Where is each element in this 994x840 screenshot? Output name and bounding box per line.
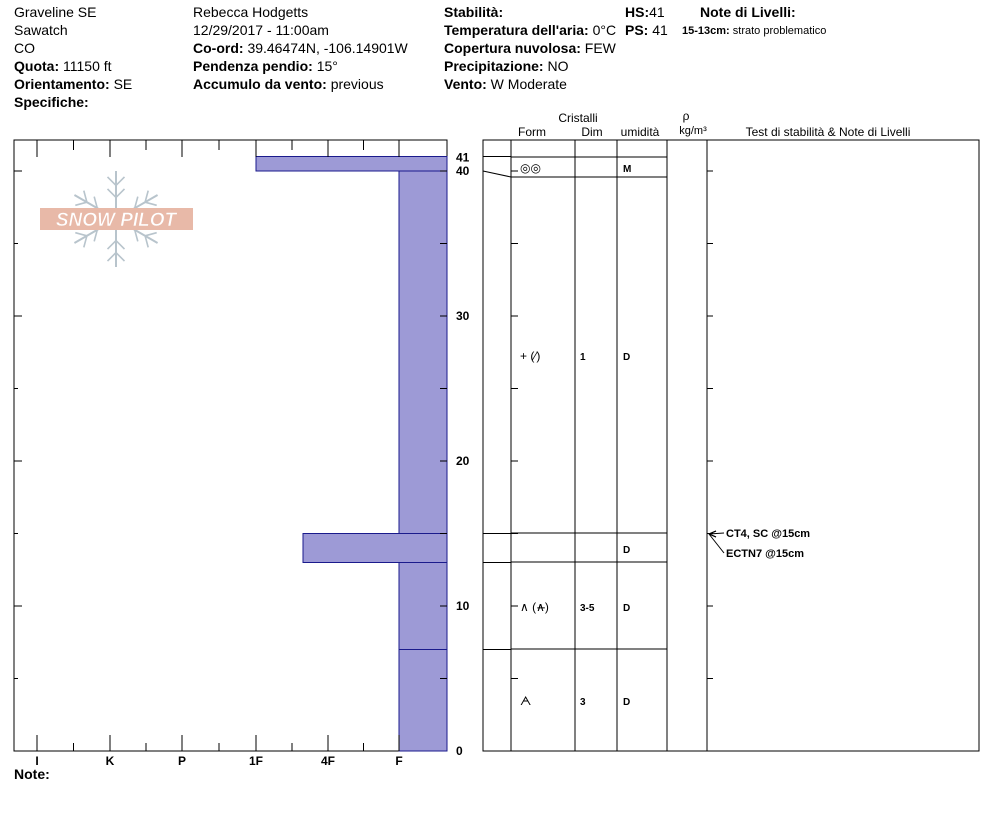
tests-header: Test di stabilità & Note di Livelli	[745, 125, 911, 139]
density-unit: kg/m³	[679, 125, 707, 137]
hs-label: HS:	[625, 4, 650, 20]
height-label: 20	[456, 454, 470, 468]
crystals-header: Cristalli	[558, 111, 598, 125]
moisture-header: umidità	[620, 125, 660, 139]
wind-value: W Moderate	[490, 76, 567, 92]
hardness-bar	[399, 171, 447, 534]
elevation-value: 11150 ft	[63, 58, 112, 74]
height-label: 10	[456, 599, 470, 613]
height-label: 40	[456, 164, 470, 178]
hardness-label: K	[105, 754, 115, 768]
snowflake-branch	[75, 202, 87, 205]
snowflake-branch	[108, 241, 116, 249]
wind-load-label: Accumulo da vento:	[193, 76, 327, 92]
precip-label: Precipitazione:	[444, 58, 544, 74]
moisture-value: D	[623, 697, 631, 708]
aspect-value: SE	[113, 76, 133, 92]
stability-label: Stabilità:	[444, 4, 504, 20]
moisture-value: D	[623, 603, 631, 614]
hardness-label: P	[177, 754, 187, 768]
moisture-value: D	[623, 352, 631, 363]
slope-label: Pendenza pendio:	[193, 58, 313, 74]
crystal-size: 3-5	[580, 603, 595, 614]
snowflake-branch	[116, 177, 124, 185]
snowflake-branch	[108, 189, 116, 197]
cloud-label: Copertura nuvolosa:	[444, 40, 581, 56]
elevation-label: Quota:	[14, 58, 60, 74]
stability-tests	[709, 528, 810, 560]
snowflake-branch	[145, 233, 157, 236]
layer-note-text: strato problematico	[732, 25, 827, 37]
hardness-label: F	[395, 754, 403, 768]
crystal-form: ᗅ	[520, 694, 532, 708]
hardness-bars	[256, 157, 447, 752]
hardness-bar	[399, 563, 447, 650]
height-label: 41	[456, 150, 470, 165]
size-header: Dim	[581, 125, 603, 139]
hardness-bar	[303, 534, 447, 563]
layer-table-grid	[483, 140, 707, 751]
logo-text: SNOW PILOT	[55, 210, 177, 231]
hs-value: 41	[649, 4, 665, 20]
snowflake-branch	[108, 177, 116, 185]
coord-value: 39.46474N, -106.14901W	[247, 40, 408, 56]
snowflake-branch	[116, 241, 124, 249]
observation-datetime: 12/29/2017 - 11:00am	[193, 22, 329, 38]
site-name: Graveline SE	[14, 4, 97, 20]
layer-table-cells	[520, 161, 631, 708]
moisture-value: D	[623, 545, 631, 556]
moisture-value: M	[623, 164, 632, 175]
snowpilot-logo	[40, 171, 193, 267]
layer-note-depth: 15-13cm:	[682, 25, 730, 37]
wind-load-value: previous	[330, 76, 384, 92]
wind-label: Vento:	[444, 76, 487, 92]
crystal-form: ∧ (∧̶)	[520, 600, 549, 614]
hardness-axis-labels	[35, 754, 402, 768]
precip-value: NO	[547, 58, 569, 74]
layer-table-frame	[483, 140, 979, 751]
test-result: ECTN7 @15cm	[726, 548, 804, 560]
hardness-bar	[399, 650, 447, 752]
height-label: 30	[456, 309, 470, 323]
observer-name: Rebecca Hodgetts	[193, 4, 309, 20]
aspect-label: Orientamento:	[14, 76, 110, 92]
density-symbol: ρ	[682, 109, 690, 123]
hardness-label: I	[35, 754, 39, 768]
boundary-connector	[483, 171, 511, 177]
air-temp-label: Temperatura dell'aria:	[444, 22, 589, 38]
ps-value: 41	[652, 22, 668, 38]
air-temp-value: 0°C	[592, 22, 617, 38]
layer-notes-title-text: Note di Livelli:	[700, 4, 796, 20]
crystal-form: ◎◎	[520, 161, 541, 175]
test-result: CT4, SC @15cm	[726, 528, 811, 540]
range-name: Sawatch	[14, 22, 68, 38]
snowflake-branch	[75, 233, 87, 236]
ps-label: PS:	[625, 22, 649, 38]
form-header: Form	[518, 125, 546, 139]
snowflake-branch	[145, 202, 157, 205]
hardness-label: 1F	[248, 754, 264, 768]
crystal-size: 3	[580, 697, 586, 708]
cloud-value: FEW	[584, 40, 616, 56]
snowflake-branch	[108, 253, 116, 261]
hardness-bar	[256, 157, 447, 172]
hardness-label: 4F	[320, 754, 336, 768]
hardness-chart-frame	[14, 140, 447, 751]
specifics-label: Specifiche:	[14, 94, 89, 110]
crystal-form: + (⁄)	[520, 349, 541, 363]
snowflake-branch	[116, 253, 124, 261]
slope-value: 15°	[316, 58, 338, 74]
height-label: 0	[456, 744, 463, 758]
state-name: CO	[14, 40, 35, 56]
notes-label: Note:	[14, 766, 50, 782]
test-arrow	[709, 534, 724, 553]
crystal-size: 1	[580, 352, 586, 363]
height-axis	[14, 151, 713, 759]
snowflake-branch	[116, 189, 124, 197]
bottom-ticks	[37, 735, 399, 751]
top-ticks	[37, 140, 399, 157]
coord-label: Co-ord:	[193, 40, 244, 56]
